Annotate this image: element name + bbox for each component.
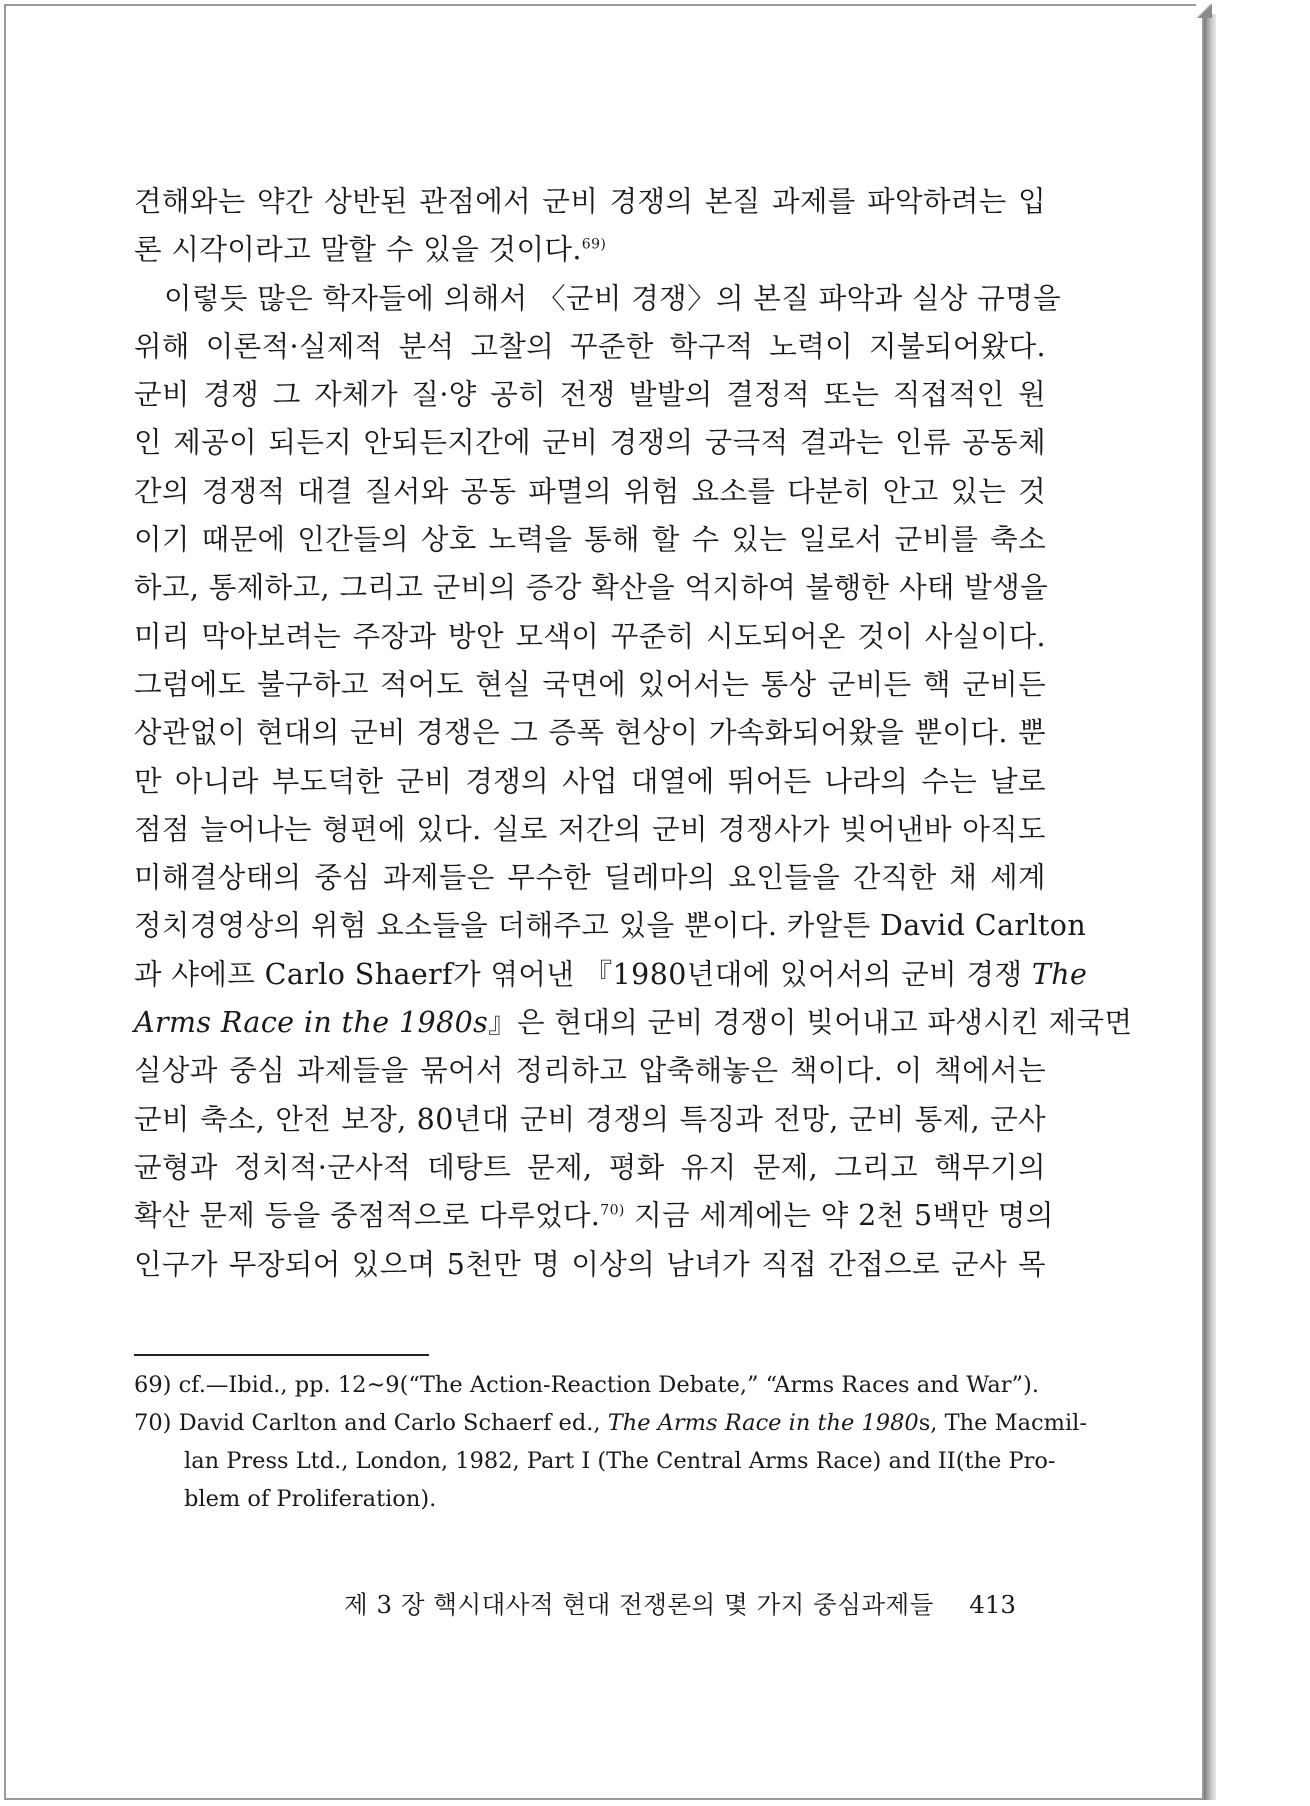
body-line-1: 견해와는 약간 상반된 관점에서 군비 경쟁의 본질 과제를 파악하려는 입 xyxy=(134,185,1046,218)
page-number: 413 xyxy=(969,1590,1016,1619)
body-line-2-text: 론 시각이라고 말할 수 있을 것이다. xyxy=(134,233,582,267)
body-line-21: 균형과 정치적·군사적 데탕트 문제, 평화 유지 문제, 그리고 핵무기의 xyxy=(134,1150,1046,1184)
page-corner-fold xyxy=(1196,4,1212,18)
footnote-69-text: cf.—Ibid., pp. 12∼9(“The Action-Reaction Debate,” “Arms Races and War”). xyxy=(178,1372,1039,1398)
body-line-19: 실상과 중심 과제들을 묶어서 정리하고 압축해놓은 책이다. 이 책에서는 xyxy=(134,1054,1046,1088)
footnote-70-line-2: lan Press Ltd., London, 1982, Part I (The Central Arms Race) and II(the Pro- xyxy=(184,1448,1056,1474)
footnote-70-marker: 70) xyxy=(134,1410,172,1436)
footnote-69 xyxy=(134,1366,1046,1404)
body-line-14: 점점 늘어나는 형편에 있다. 실로 저간의 군비 경쟁사가 빚어낸바 아직도 xyxy=(134,812,1046,846)
body-line-11: 그럼에도 불구하고 적어도 현실 국면에 있어서는 통상 군비든 핵 군비든 xyxy=(134,667,1046,701)
body-line-20: 군비 축소, 안전 보장, 80년대 군비 경쟁의 특징과 전망, 군비 통제, 군사 xyxy=(134,1102,1046,1136)
footnote-70-line-1 xyxy=(134,1404,1087,1442)
body-line-22-text: 확산 문제 등을 중점적으로 다루었다. xyxy=(134,1199,601,1233)
body-line-22-tail: 지금 세계에는 약 2천 5백만 명의 xyxy=(634,1199,1054,1233)
footnote-70-line-3: blem of Proliferation). xyxy=(184,1486,437,1512)
body-line-17 xyxy=(134,951,1088,999)
book-title-english: Arms Race in the 1980s xyxy=(134,1006,489,1040)
running-footer xyxy=(344,1588,1016,1622)
body-line-3: 이렇듯 많은 학자들에 의해서 〈군비 경쟁〉의 본질 파악과 실상 규명을 xyxy=(164,281,1062,315)
body-line-8: 이기 때문에 인간들의 상호 노력을 통해 할 수 있는 일로서 군비를 축소 xyxy=(134,523,1046,557)
body-line-23: 인구가 무장되어 있으며 5천만 명 이상의 남녀가 직접 간접으로 군사 목 xyxy=(134,1247,1046,1281)
footnote-ref-69: 69) xyxy=(581,236,607,253)
body-line-5: 군비 경쟁 그 자체가 질·양 공히 전쟁 발발의 결정적 또는 직접적인 원 xyxy=(134,378,1046,412)
chapter-title: 제 3 장 핵시대사적 현대 전쟁론의 몇 가지 중심과제들 xyxy=(344,1590,934,1619)
footnote-ref-70: 70) xyxy=(600,1202,625,1219)
footnote-70-post: s, The Macmil- xyxy=(918,1410,1087,1436)
body-line-15: 미해결상태의 중심 과제들은 무수한 딜레마의 요인들을 간직한 채 세계 xyxy=(134,861,1046,895)
page-stack-edge xyxy=(1204,14,1216,1800)
footnote-70-pre: David Carlton and Carlo Schaerf ed., xyxy=(178,1410,608,1436)
footnote-69-marker: 69) xyxy=(134,1372,172,1398)
body-line-12: 상관없이 현대의 군비 경쟁은 그 증폭 현상이 가속화되어왔을 뿐이다. 뿐 xyxy=(134,716,1046,750)
body-line-17-text: 과 샤에프 Carlo Shaerf가 엮어낸 『1980년대에 있어서의 군비 경쟁 xyxy=(134,957,1023,991)
body-line-6: 인 제공이 되든지 안되든지간에 군비 경쟁의 궁극적 결과는 인류 공동체 xyxy=(134,426,1046,460)
body-line-7: 간의 경쟁적 대결 질서와 공동 파멸의 위험 요소를 다분히 안고 있는 것 xyxy=(134,474,1046,508)
book-title-the: The xyxy=(1031,957,1088,991)
footnote-divider xyxy=(134,1354,429,1356)
body-line-4: 위해 이론적·실제적 분석 고찰의 꾸준한 학구적 노력이 지불되어왔다. xyxy=(134,329,1046,363)
footnote-70-title: The Arms Race in the 1980 xyxy=(607,1410,919,1436)
body-line-22 xyxy=(134,1192,1054,1240)
body-line-2 xyxy=(134,226,1046,274)
body-line-13: 만 아니라 부도덕한 군비 경쟁의 사업 대열에 뛰어든 나라의 수는 날로 xyxy=(134,764,1046,798)
body-line-18-text: 』은 현대의 군비 경쟁이 빚어내고 파생시킨 제국면 xyxy=(488,1006,1133,1040)
body-line-16: 정치경영상의 위험 요소들을 더해주고 있을 뿐이다. 카알튼 David Carlton xyxy=(134,909,1087,943)
body-line-10: 미리 막아보려는 주장과 방안 모색이 꾸준히 시도되어온 것이 사실이다. xyxy=(134,619,1046,653)
body-line-18 xyxy=(134,999,1133,1047)
footnotes xyxy=(134,1366,1087,1518)
body-text xyxy=(134,178,1133,1289)
body-line-9: 하고, 통제하고, 그리고 군비의 증강 확산을 억지하여 불행한 사태 발생을 xyxy=(134,571,1049,605)
